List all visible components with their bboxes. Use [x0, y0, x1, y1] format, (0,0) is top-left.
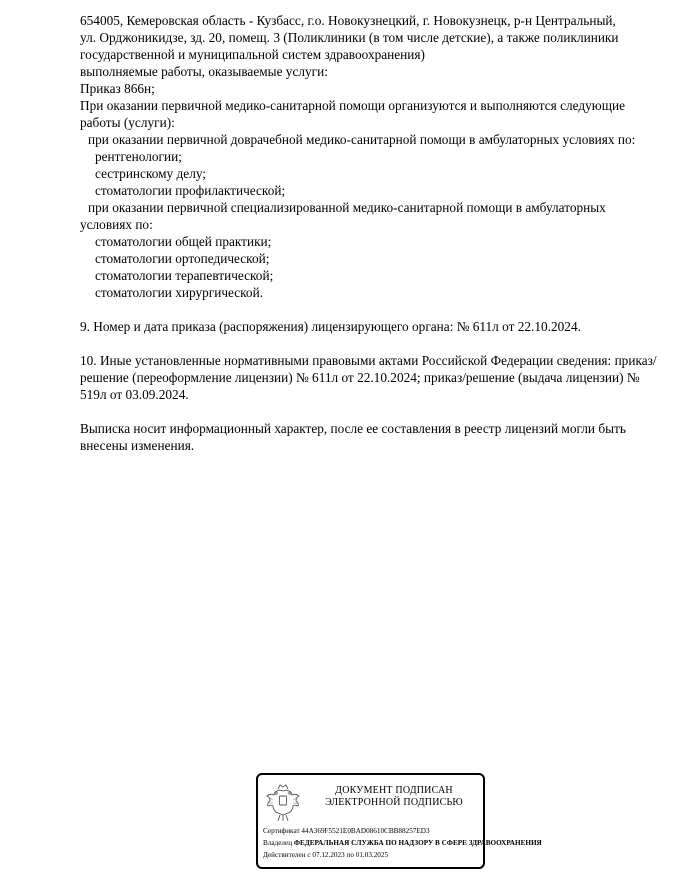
service-item: сестринскому делу;	[95, 166, 206, 181]
service-item: стоматологии хирургической.	[95, 285, 264, 300]
order-date-item: 9. Номер и дата приказа (распоряжения) лицензирующего органа: № 611л от 22.10.2024.	[80, 319, 581, 334]
address-line: государственной и муниципальной систем здравоохранения)	[80, 47, 425, 62]
electronic-signature-stamp	[256, 773, 542, 869]
certificate-label: Сертификат	[263, 827, 300, 835]
spacer	[80, 335, 660, 352]
valid-from: 07.12.2023	[312, 851, 345, 859]
valid-to: 01.03.2025	[355, 851, 389, 859]
address-line: 654005, Кемеровская область - Кузбасс, г.о. Новокузнецкий, г. Новокузнецк, р-н Центральный,	[80, 13, 616, 28]
service-item: стоматологии ортопедической;	[95, 251, 270, 266]
valid-sep: по	[346, 851, 354, 859]
certificate-line	[263, 827, 430, 836]
service-item: стоматологии профилактической;	[95, 183, 286, 198]
address-line: ул. Орджоникидзе, зд. 20, помещ. 3 (Поликлиники (в том числе детские), а также поликлиники	[80, 30, 619, 45]
owner-label: Владелец	[263, 839, 293, 847]
certificate-value: 44A369F5521E0BAD08610CBB88257ED3	[301, 827, 430, 835]
service-item: стоматологии общей практики;	[95, 234, 272, 249]
validity-line	[263, 851, 388, 860]
owner-line	[263, 839, 542, 848]
spacer	[80, 403, 660, 420]
order-number: Приказ 866н;	[80, 81, 155, 96]
stamp-title-line: ЭЛЕКТРОННОЙ ПОДПИСЬЮ	[325, 797, 463, 808]
section2-title: при оказании первичной специализированной медико-санитарной помощи в амбулаторных условиях по:	[80, 200, 606, 232]
section1-title: при оказании первичной доврачебной медико-санитарной помощи в амбулаторных условиях по:	[88, 132, 636, 147]
valid-label: Действителен с	[263, 851, 311, 859]
double-headed-eagle-emblem-icon	[264, 781, 302, 823]
document-body	[80, 12, 660, 454]
intro-text: При оказании первичной медико-санитарной помощи организуются и выполняются следующие работы (услуги):	[80, 98, 625, 130]
service-item: стоматологии терапевтической;	[95, 268, 274, 283]
owner-value: ФЕДЕРАЛЬНАЯ СЛУЖБА ПО НАДЗОРУ В СФЕРЕ ЗДРАВООХРАНЕНИЯ	[293, 839, 542, 847]
stamp-title	[306, 785, 482, 809]
stamp-title-line: ДОКУМЕНТ ПОДПИСАН	[335, 785, 453, 796]
spacer	[80, 301, 660, 318]
service-item: рентгенологии;	[95, 149, 182, 164]
other-info-item: 10. Иные установленные нормативными правовыми актами Российской Федерации сведения: приказ/решение (переоформление лицензии) № 611л от 22.10.2024; приказ/решение (выдача лицензии) № 519л от 03.09.2024.	[80, 353, 657, 402]
works-label: выполняемые работы, оказываемые услуги:	[80, 64, 328, 79]
disclaimer-note: Выписка носит информационный характер, после ее составления в реестр лицензий могли быть внесены изменения.	[80, 421, 626, 453]
